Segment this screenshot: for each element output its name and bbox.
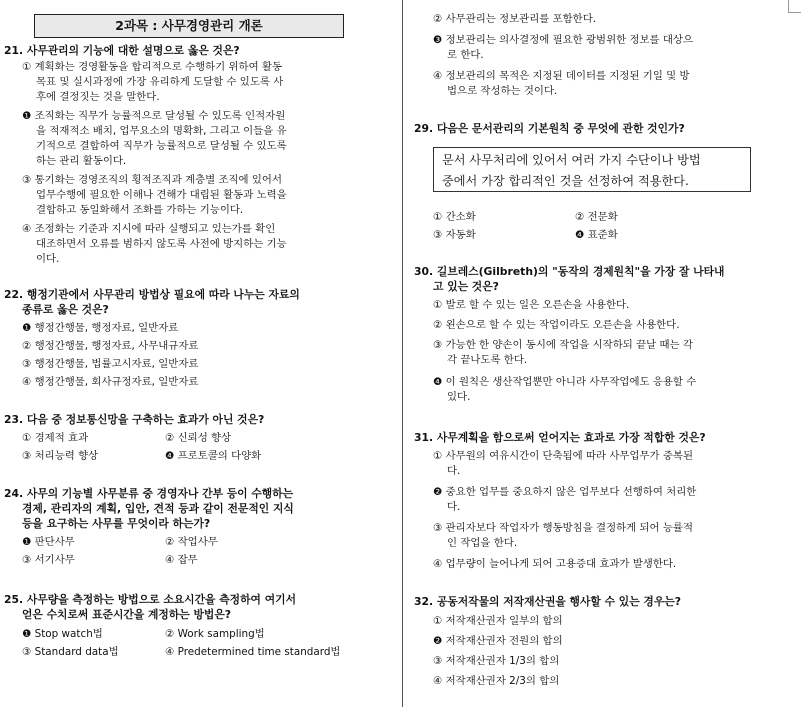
- question-29-text: 29. 다음은 문서관리의 기본원칙 중 무엇에 관한 것인가?: [414, 122, 685, 135]
- q21-option-3-line2: 업무수행에 필요한 이해나 견해가 대립된 활동과 노력을: [36, 189, 287, 201]
- q21-option-4-line2: 대조하면서 오류를 범하지 않도록 사전에 방지하는 기능: [36, 238, 287, 250]
- q31-option-3-line1[interactable]: ③ 관리자보다 작업자가 행동방침을 결정하게 되어 능률적: [433, 522, 693, 534]
- q21-option-2-line1[interactable]: ❶ 조직화는 직무가 능률적으로 달성될 수 있도록 인적자원: [22, 110, 286, 122]
- q25-option-2[interactable]: ② Work sampling법: [165, 628, 265, 640]
- q21-option-4-line3: 이다.: [36, 253, 60, 265]
- q32-option-3[interactable]: ③ 저작재산권자 1/3의 합의: [433, 655, 560, 667]
- question-30-text-line1: 30. 길브레스(Gilbreth)의 "동작의 경제원칙"을 가장 잘 나타내: [414, 265, 725, 278]
- page-corner-mark: [788, 0, 801, 13]
- q22-option-1[interactable]: ❶ 행정간행물, 행정자료, 일반자료: [22, 322, 179, 334]
- q21-option-3-line3: 결합하고 동일화해서 조화를 가하는 기능이다.: [36, 204, 244, 216]
- q22-option-2[interactable]: ② 행정간행물, 행정자료, 사무내규자료: [22, 340, 199, 352]
- q31-option-3-line2: 인 작업을 한다.: [447, 537, 518, 549]
- question-25-text-line2: 얻은 수치로써 표준시간을 계정하는 방법은?: [22, 608, 232, 621]
- q28-option-4-line2: 법으로 작성하는 것이다.: [447, 85, 558, 97]
- q31-option-1-line2: 다.: [447, 465, 461, 477]
- section-title: 2과목 : 사무경영관리 개론: [34, 14, 344, 38]
- q28-option-4-line1[interactable]: ④ 정보관리의 목적은 지정된 데이터를 지정된 기일 및 방: [433, 70, 690, 82]
- q25-option-1[interactable]: ❶ Stop watch법: [22, 628, 103, 640]
- q21-option-3-line1[interactable]: ③ 통기화는 경영조직의 횡적조직과 계층별 조직에 있어서: [22, 174, 282, 186]
- question-22-text-line1: 22. 행정기관에서 사무관리 방법상 필요에 따라 나누는 자료의: [4, 288, 300, 301]
- question-21-text: 21. 사무관리의 기능에 대한 설명으로 옳은 것은?: [4, 44, 240, 57]
- question-32-text: 32. 공동저작물의 저작재산권을 행사할 수 있는 경우는?: [414, 595, 681, 608]
- q30-option-3-line1[interactable]: ③ 가능한 한 양손이 동시에 작업을 시작하되 끝날 때는 각: [433, 339, 693, 351]
- q31-option-2-line1[interactable]: ❷ 중요한 업무를 중요하지 않은 업무보다 선행하여 처리한: [433, 486, 697, 498]
- q30-option-1[interactable]: ① 발로 할 수 있는 일은 오른손을 사용한다.: [433, 299, 630, 311]
- question-30-text-line2: 고 있는 것은?: [433, 280, 499, 293]
- question-24-text-line2: 경제, 관리자의 계획, 입안, 견적 등과 같이 전문적인 지식: [22, 502, 294, 515]
- q28-option-2[interactable]: ② 사무관리는 정보관리를 포함한다.: [433, 13, 597, 25]
- column-divider: [402, 0, 403, 707]
- q31-option-2-line2: 다.: [447, 501, 461, 513]
- q30-option-4-line2: 있다.: [447, 391, 471, 403]
- question-23-text: 23. 다음 중 정보통신망을 구축하는 효과가 아닌 것은?: [4, 413, 265, 426]
- q22-option-4[interactable]: ④ 행정간행물, 회사규정자료, 일반자료: [22, 376, 199, 388]
- q23-option-2[interactable]: ② 신뢰성 향상: [165, 432, 232, 444]
- q31-option-4[interactable]: ④ 업무량이 늘어나게 되어 고용증대 효과가 발생한다.: [433, 558, 677, 570]
- q29-quote-line2: 중에서 가장 합리적인 것을 선정하여 적용한다.: [442, 174, 689, 188]
- q30-option-2[interactable]: ② 왼손으로 할 수 있는 작업이라도 오른손을 사용한다.: [433, 319, 680, 331]
- question-31-text: 31. 사무계획을 함으로써 얻어지는 효과로 가장 적합한 것은?: [414, 431, 706, 444]
- q32-option-4[interactable]: ④ 저작재산권자 2/3의 합의: [433, 675, 560, 687]
- question-22-text-line2: 종류로 옳은 것은?: [22, 303, 109, 316]
- q21-option-2-line4: 하는 관리 활동이다.: [36, 155, 127, 167]
- q25-option-4[interactable]: ④ Predetermined time standard법: [165, 646, 341, 658]
- q21-option-2-line2: 을 적재적소 배치, 업무요소의 명확화, 그리고 이들을 유: [36, 125, 287, 137]
- q25-option-3[interactable]: ③ Standard data법: [22, 646, 119, 658]
- q23-option-3[interactable]: ③ 처리능력 향상: [22, 450, 99, 462]
- q29-quote-box: [433, 147, 751, 192]
- question-24-text-line3: 등을 요구하는 사무를 무엇이라 하는가?: [22, 517, 211, 530]
- q23-option-1[interactable]: ① 경제적 효과: [22, 432, 89, 444]
- q24-option-3[interactable]: ③ 서기사무: [22, 554, 75, 566]
- q31-option-1-line1[interactable]: ① 사무원의 여유시간이 단축됨에 따라 사무업무가 중복된: [433, 450, 693, 462]
- q29-quote-line1: 문서 사무처리에 있어서 여러 가지 수단이나 방법: [442, 153, 701, 167]
- q28-option-3-line1[interactable]: ❸ 정보관리는 의사결정에 필요한 광범위한 정보를 대상으: [433, 34, 693, 46]
- q21-option-2-line3: 기적으로 결합하여 직무가 능률적으로 달성될 수 있도록: [36, 140, 287, 152]
- q24-option-2[interactable]: ② 작업사무: [165, 536, 218, 548]
- q29-option-2[interactable]: ② 전문화: [575, 211, 618, 223]
- q29-option-4[interactable]: ❹ 표준화: [575, 229, 618, 241]
- q32-option-2[interactable]: ❷ 저작재산권자 전원의 합의: [433, 635, 563, 647]
- q21-option-4-line1[interactable]: ④ 조정화는 기준과 지시에 따라 실행되고 있는가를 확인: [22, 223, 276, 235]
- q29-option-1[interactable]: ① 간소화: [433, 211, 476, 223]
- question-24-text-line1: 24. 사무의 기능별 사무분류 중 경영자나 간부 등이 수행하는: [4, 487, 294, 500]
- q24-option-1[interactable]: ❶ 판단사무: [22, 536, 75, 548]
- q22-option-3[interactable]: ③ 행정간행물, 법률고시자료, 일반자료: [22, 358, 199, 370]
- q23-option-4[interactable]: ❹ 프로토콜의 다양화: [165, 450, 262, 462]
- q29-option-3[interactable]: ③ 자동화: [433, 229, 476, 241]
- q28-option-3-line2: 로 한다.: [447, 49, 484, 61]
- q30-option-3-line2: 각 끝나도록 한다.: [447, 354, 528, 366]
- question-25-text-line1: 25. 사무량을 측정하는 방법으로 소요시간을 측정하여 여기서: [4, 593, 296, 606]
- q30-option-4-line1[interactable]: ❹ 이 원칙은 생산작업뿐만 아니라 사무작업에도 응용할 수: [433, 376, 697, 388]
- q32-option-1[interactable]: ① 저작재산권자 일부의 합의: [433, 615, 563, 627]
- q21-option-1-line3: 후에 결정짓는 것을 말한다.: [36, 91, 160, 103]
- q24-option-4[interactable]: ④ 잡무: [165, 554, 198, 566]
- q21-option-1-line1[interactable]: ① 계획화는 경영활동을 합리적으로 수행하기 위하여 활동: [22, 61, 282, 73]
- q21-option-1-line2: 목표 및 실시과정에 가장 유리하게 도달할 수 있도록 사: [36, 76, 284, 88]
